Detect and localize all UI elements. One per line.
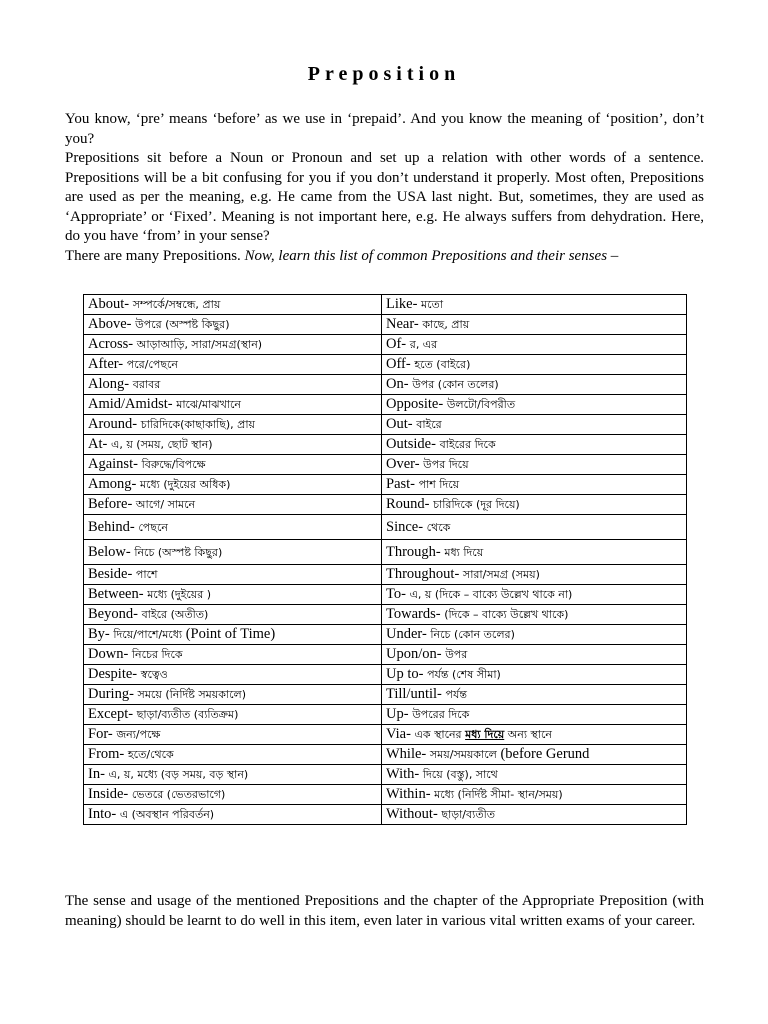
preposition-word: Past- bbox=[386, 476, 419, 492]
preposition-word: After- bbox=[88, 356, 127, 372]
preposition-cell-left bbox=[84, 645, 382, 665]
preposition-word: Along- bbox=[88, 376, 133, 392]
preposition-cell-right bbox=[382, 495, 687, 515]
preposition-word: While- bbox=[386, 746, 430, 762]
preposition-meaning: মধ্যে (দুইয়ের অধিক) bbox=[139, 478, 231, 491]
preposition-cell-right bbox=[382, 725, 687, 745]
preposition-meaning: বাইরের দিকে bbox=[439, 438, 496, 451]
preposition-word: Over- bbox=[386, 456, 424, 472]
preposition-word: Up to- bbox=[386, 666, 428, 682]
preposition-meaning: পর্যন্ত (শেষ সীমা) bbox=[427, 668, 501, 681]
preposition-meaning: পাশে bbox=[135, 568, 158, 581]
preposition-meaning: ভেতরে (ভেতরভাগে) bbox=[131, 788, 226, 801]
preposition-meaning: বাইরে (অতীত) bbox=[141, 608, 209, 621]
preposition-cell-left bbox=[84, 605, 382, 625]
preposition-meaning: পরে/পেছনে bbox=[126, 358, 178, 371]
preposition-cell-left bbox=[84, 375, 382, 395]
preposition-meaning: সম্পর্কে/সম্বন্ধে, প্রায় bbox=[132, 298, 221, 311]
table-row bbox=[84, 705, 687, 725]
table-row bbox=[84, 585, 687, 605]
preposition-word: Inside- bbox=[88, 786, 132, 802]
preposition-meaning: পাশ দিয়ে bbox=[418, 478, 460, 491]
preposition-word: Via- bbox=[386, 726, 415, 742]
preposition-word: Into- bbox=[88, 806, 120, 822]
preposition-meaning: নিচে (কোন তলের) bbox=[430, 628, 515, 641]
preposition-word: Before- bbox=[88, 496, 136, 512]
table-row bbox=[84, 665, 687, 685]
preposition-meaning: সারা/সমগ্র (সময়) bbox=[462, 568, 540, 581]
preposition-cell-left bbox=[84, 625, 382, 645]
preposition-meaning: নিচে (অস্পষ্ট কিছুর) bbox=[134, 545, 223, 559]
preposition-cell-left bbox=[84, 455, 382, 475]
preposition-word: Under- bbox=[386, 626, 431, 642]
preposition-cell-left bbox=[84, 745, 382, 765]
table-row bbox=[84, 745, 687, 765]
preposition-meaning: উপর bbox=[445, 648, 468, 661]
preposition-cell-right bbox=[382, 355, 687, 375]
preposition-meaning: পর্যন্ত bbox=[445, 688, 467, 701]
preposition-word: Between- bbox=[88, 586, 148, 602]
preposition-meaning: স্বত্বেও bbox=[140, 668, 168, 681]
preposition-cell-left bbox=[84, 705, 382, 725]
table-row bbox=[84, 625, 687, 645]
preposition-word: About- bbox=[88, 296, 133, 312]
table-row bbox=[84, 605, 687, 625]
preposition-word: Except- bbox=[88, 706, 137, 722]
preposition-meaning: মধ্যে (দুইয়ের ) bbox=[147, 588, 212, 601]
preposition-meaning: মধ্য দিয়ে bbox=[444, 545, 484, 559]
table-row bbox=[84, 565, 687, 585]
preposition-word: Till/until- bbox=[386, 686, 446, 702]
intro-section bbox=[65, 110, 704, 266]
preposition-word: Throughout- bbox=[386, 566, 463, 582]
preposition-meaning: উপরে (অস্পষ্ট কিছুর) bbox=[135, 318, 230, 331]
preposition-cell-right bbox=[382, 585, 687, 605]
preposition-cell-left bbox=[84, 685, 382, 705]
outro-paragraph: The sense and usage of the mentioned Prepositions and the chapter of the Appropriate Preposition (with meaning) should be learnt to do well in this item, even later in various vital written exams of your career. bbox=[65, 893, 704, 929]
preposition-word: Down- bbox=[88, 646, 132, 662]
preposition-word: Opposite- bbox=[386, 396, 447, 412]
preposition-word: During- bbox=[88, 686, 138, 702]
preposition-meaning: দিয়ে (বস্তু), সাথে bbox=[422, 768, 498, 781]
preposition-word: Beyond- bbox=[88, 606, 142, 622]
preposition-word: Towards- bbox=[386, 606, 445, 622]
preposition-meaning: উপরের দিকে bbox=[412, 708, 470, 721]
preposition-word: Against- bbox=[88, 456, 142, 472]
preposition-meaning: আগে/ সামনে bbox=[135, 498, 196, 511]
preposition-cell-right bbox=[382, 605, 687, 625]
preposition-cell-right bbox=[382, 665, 687, 685]
preposition-word: Across- bbox=[88, 336, 137, 352]
preposition-cell-left bbox=[84, 395, 382, 415]
preposition-meaning: ছাড়া/ব্যতীত bbox=[441, 808, 495, 821]
preposition-meaning: এ, য় (সময়, ছোট স্থান) bbox=[110, 438, 213, 451]
preposition-note: (Point of Time) bbox=[182, 626, 276, 642]
table-row bbox=[84, 725, 687, 745]
intro-paragraph-2: Prepositions sit before a Noun or Pronoun and set up a relation with other words of a sentence. Prepositions will be a bit confusing for you if you don’t understand it properly. Most often, Prepositions are used as per the meaning, e.g. He came from the USA last night. But, sometimes, they are used as ‘Appropriate’ or ‘Fixed’. Meaning is not important here, e.g. He always suffers from dehydration. Here, do you have ‘from’ in your sense? bbox=[65, 150, 704, 244]
preposition-meaning: উপর (কোন তলের) bbox=[412, 378, 499, 391]
preposition-word: To- bbox=[386, 586, 410, 602]
preposition-word: Of- bbox=[386, 336, 410, 352]
preposition-word: Up- bbox=[386, 706, 413, 722]
preposition-meaning: মধ্যে (নির্দিষ্ট সীমা- স্থান/সময়) bbox=[434, 788, 563, 801]
intro-paragraph-3-italic: Now, learn this list of common Prepositions and their senses – bbox=[244, 247, 619, 264]
preposition-meaning: এ, য়, মধ্যে (বড় সময়, বড় স্থান) bbox=[108, 768, 249, 781]
preposition-word: Beside- bbox=[88, 566, 136, 582]
preposition-meaning: হতে/থেকে bbox=[127, 748, 174, 761]
preposition-word: In- bbox=[88, 766, 109, 782]
preposition-cell-left bbox=[84, 665, 382, 685]
preposition-cell-right bbox=[382, 475, 687, 495]
preposition-meaning-rest: অন্য স্থানে bbox=[504, 728, 552, 741]
table-row bbox=[84, 785, 687, 805]
preposition-cell-left bbox=[84, 565, 382, 585]
preposition-word: By- bbox=[88, 626, 114, 642]
preposition-word: Among- bbox=[88, 476, 140, 492]
table-row bbox=[84, 415, 687, 435]
intro-paragraph-3-plain: There are many Prepositions. bbox=[65, 247, 245, 264]
preposition-cell-left bbox=[84, 435, 382, 455]
preposition-cell-left bbox=[84, 335, 382, 355]
preposition-meaning: মতো bbox=[421, 298, 444, 311]
preposition-cell-right bbox=[382, 765, 687, 785]
preposition-cell-right bbox=[382, 785, 687, 805]
table-row bbox=[84, 455, 687, 475]
preposition-meaning: বরাবর bbox=[132, 378, 161, 391]
page-title: Preposition bbox=[307, 63, 461, 85]
preposition-meaning: দিয়ে/পাশে/মধ্যে bbox=[113, 628, 183, 641]
preposition-word: Like- bbox=[386, 296, 422, 312]
table-row bbox=[84, 395, 687, 415]
preposition-cell-right bbox=[382, 335, 687, 355]
preposition-cell-left bbox=[84, 585, 382, 605]
preposition-meaning: নিচের দিকে bbox=[131, 648, 183, 661]
preposition-meaning-emphasis: মধ্য দিয়ে bbox=[465, 728, 505, 741]
preposition-cell-right bbox=[382, 375, 687, 395]
preposition-word: Despite- bbox=[88, 666, 141, 682]
preposition-word: Behind- bbox=[88, 518, 139, 535]
preposition-word: On- bbox=[386, 376, 413, 392]
preposition-word: Below- bbox=[88, 543, 135, 560]
preposition-cell-right bbox=[382, 295, 687, 315]
preposition-cell-left bbox=[84, 785, 382, 805]
preposition-cell-right bbox=[382, 415, 687, 435]
preposition-note: (before Gerund bbox=[496, 746, 590, 762]
preposition-word: Round- bbox=[386, 496, 434, 512]
preposition-meaning: ছাড়া/ব্যতীত (ব্যতিক্রম) bbox=[136, 708, 239, 721]
preposition-cell-left bbox=[84, 415, 382, 435]
preposition-meaning: হতে (বাইরে) bbox=[414, 358, 471, 371]
preposition-cell-left bbox=[84, 515, 382, 540]
preposition-meaning: থেকে bbox=[426, 520, 451, 534]
preposition-word: From- bbox=[88, 746, 128, 762]
preposition-table bbox=[83, 294, 687, 825]
preposition-meaning: আড়াআড়ি, সারা/সমগ্র(স্থান) bbox=[136, 338, 263, 351]
preposition-meaning: (দিকে – বাক্যে উল্লেখ থাকে) bbox=[444, 608, 569, 621]
preposition-cell-right bbox=[382, 315, 687, 335]
preposition-meaning: চারিদিকে (দূর দিয়ে) bbox=[433, 498, 520, 511]
preposition-word: Outside- bbox=[386, 436, 440, 452]
table-row bbox=[84, 315, 687, 335]
preposition-cell-left bbox=[84, 765, 382, 785]
preposition-word: Within- bbox=[386, 786, 435, 802]
preposition-cell-right bbox=[382, 625, 687, 645]
preposition-table-body bbox=[84, 295, 687, 825]
preposition-word: With- bbox=[386, 766, 423, 782]
preposition-cell-right bbox=[382, 645, 687, 665]
preposition-meaning: মাঝে/মাঝখানে bbox=[176, 398, 241, 411]
preposition-cell-right bbox=[382, 685, 687, 705]
preposition-word: Upon/on- bbox=[386, 646, 446, 662]
preposition-meaning: কাছে, প্রায় bbox=[422, 318, 470, 331]
intro-paragraph-3 bbox=[65, 247, 704, 267]
preposition-word: Off- bbox=[386, 356, 415, 372]
preposition-cell-left bbox=[84, 315, 382, 335]
table-row bbox=[84, 765, 687, 785]
table-row bbox=[84, 805, 687, 825]
preposition-cell-right bbox=[382, 455, 687, 475]
preposition-meaning: উলটো/বিপরীত bbox=[446, 398, 516, 411]
preposition-word: Above- bbox=[88, 316, 136, 332]
preposition-meaning: এ, য় (দিকে – বাক্যে উল্লেখ থাকে না) bbox=[409, 588, 573, 601]
preposition-meaning: এক স্থানের bbox=[414, 728, 466, 741]
preposition-word: Since- bbox=[386, 518, 427, 535]
preposition-word: Out- bbox=[386, 416, 417, 432]
preposition-word: For- bbox=[88, 726, 117, 742]
preposition-cell-right bbox=[382, 515, 687, 540]
table-row bbox=[84, 375, 687, 395]
table-row bbox=[84, 645, 687, 665]
preposition-cell-left bbox=[84, 495, 382, 515]
preposition-cell-right bbox=[382, 745, 687, 765]
table-row bbox=[84, 475, 687, 495]
preposition-cell-left bbox=[84, 295, 382, 315]
table-row bbox=[84, 540, 687, 565]
preposition-word: Around- bbox=[88, 416, 141, 432]
table-row bbox=[84, 335, 687, 355]
preposition-word: Through- bbox=[386, 543, 445, 560]
preposition-meaning: বিরুদ্ধে/বিপক্ষে bbox=[141, 458, 206, 471]
table-row bbox=[84, 435, 687, 455]
preposition-cell-right bbox=[382, 435, 687, 455]
preposition-cell-right bbox=[382, 395, 687, 415]
table-row bbox=[84, 515, 687, 540]
preposition-meaning: সময়/সময়কালে bbox=[429, 748, 497, 761]
preposition-meaning: বাইরে bbox=[416, 418, 442, 431]
preposition-cell-right bbox=[382, 705, 687, 725]
preposition-cell-left bbox=[84, 725, 382, 745]
preposition-cell-right bbox=[382, 565, 687, 585]
preposition-meaning: র, এর bbox=[409, 338, 438, 351]
preposition-word: At- bbox=[88, 436, 111, 452]
preposition-meaning: উপর দিয়ে bbox=[423, 458, 469, 471]
preposition-word: Amid/Amidst- bbox=[88, 396, 177, 412]
preposition-meaning: এ (অবস্থান পরিবর্তন) bbox=[119, 808, 215, 821]
preposition-cell-left bbox=[84, 475, 382, 495]
preposition-meaning: জন্য/পক্ষে bbox=[116, 728, 161, 741]
preposition-cell-right bbox=[382, 540, 687, 565]
table-row bbox=[84, 495, 687, 515]
intro-paragraph-1: You know, ‘pre’ means ‘before’ as we use in ‘prepaid’. And you know the meaning of ‘position’, don’t you? bbox=[65, 111, 704, 147]
table-row bbox=[84, 685, 687, 705]
preposition-cell-left bbox=[84, 805, 382, 825]
preposition-meaning: চারিদিকে(কাছাকাছি), প্রায় bbox=[140, 418, 256, 431]
table-row bbox=[84, 355, 687, 375]
preposition-meaning: পেছনে bbox=[138, 520, 168, 534]
preposition-cell-left bbox=[84, 540, 382, 565]
preposition-meaning: সময়ে (নির্দিষ্ট সময়কালে) bbox=[137, 688, 246, 701]
preposition-word: Near- bbox=[386, 316, 423, 332]
preposition-cell-left bbox=[84, 355, 382, 375]
preposition-word: Without- bbox=[386, 806, 442, 822]
preposition-cell-right bbox=[382, 805, 687, 825]
table-row bbox=[84, 295, 687, 315]
